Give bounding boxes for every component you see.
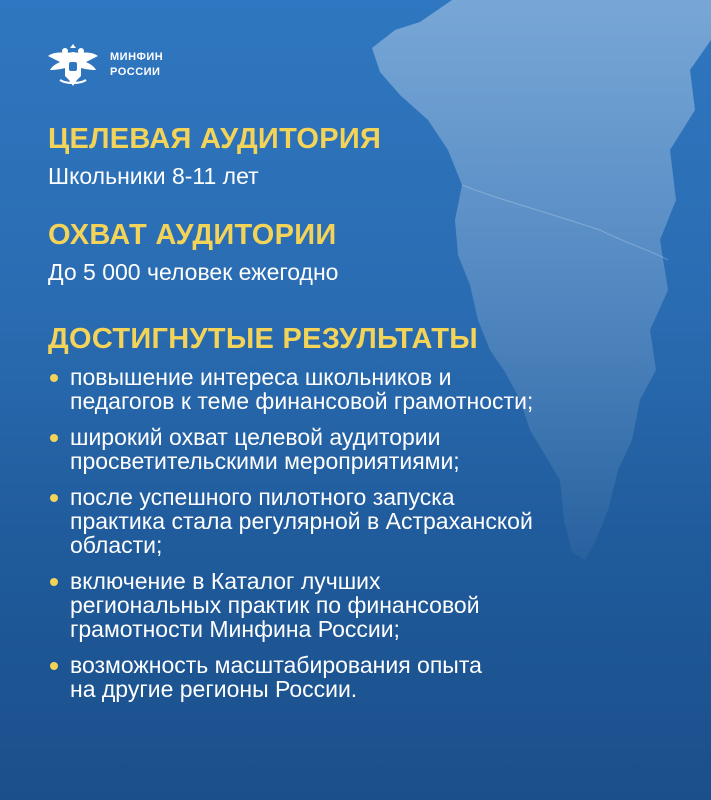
- double-headed-eagle-icon: [46, 40, 100, 90]
- bullet-dot-icon: [50, 578, 58, 586]
- brand-name-line2: РОССИИ: [110, 66, 161, 78]
- audience-text: Школьники 8-11 лет: [48, 163, 259, 189]
- list-item-line: на другие регионы России.: [70, 676, 358, 702]
- list-item-line: грамотности Минфина России;: [70, 616, 400, 642]
- bullet-dot-icon: [50, 434, 58, 442]
- list-item-line: педагогов к теме финансовой грамотности;: [70, 388, 534, 414]
- content: [48, 121, 688, 727]
- reach-heading: ОХВАТ АУДИТОРИИ: [48, 219, 337, 251]
- audience-heading: ЦЕЛЕВАЯ АУДИТОРИЯ: [48, 123, 382, 155]
- brand-logo: [46, 40, 163, 90]
- list-item-line: практика стала регулярной в Астраханской: [70, 508, 533, 534]
- list-item-line: области;: [70, 532, 163, 558]
- list-item-line: после успешного пилотного запуска: [70, 484, 455, 510]
- brand-name-line1: МИНФИН: [110, 51, 164, 63]
- bullet-dot-icon: [50, 374, 58, 382]
- results-section: [48, 321, 688, 701]
- list-item: [48, 365, 688, 413]
- list-item-line: просветительскими мероприятиями;: [70, 448, 460, 474]
- reach-text: До 5 000 человек ежегодно: [48, 259, 339, 285]
- list-item-line: возможность масштабирования опыта: [70, 652, 482, 678]
- list-item-line: региональных практик по финансовой: [70, 592, 480, 618]
- bullet-dot-icon: [50, 494, 58, 502]
- audience-section: [48, 121, 688, 191]
- results-heading: ДОСТИГНУТЫЕ РЕЗУЛЬТАТЫ: [48, 323, 478, 355]
- list-item-line: включение в Каталог лучших: [70, 568, 381, 594]
- list-item: [48, 485, 688, 557]
- list-item-line: повышение интереса школьников и: [70, 364, 452, 390]
- reach-section: [48, 217, 688, 287]
- list-item: [48, 569, 688, 641]
- bullet-dot-icon: [50, 662, 58, 670]
- list-item: [48, 653, 688, 701]
- list-item-line: широкий охват целевой аудитории: [70, 424, 441, 450]
- list-item: [48, 425, 688, 473]
- results-list: [48, 365, 688, 701]
